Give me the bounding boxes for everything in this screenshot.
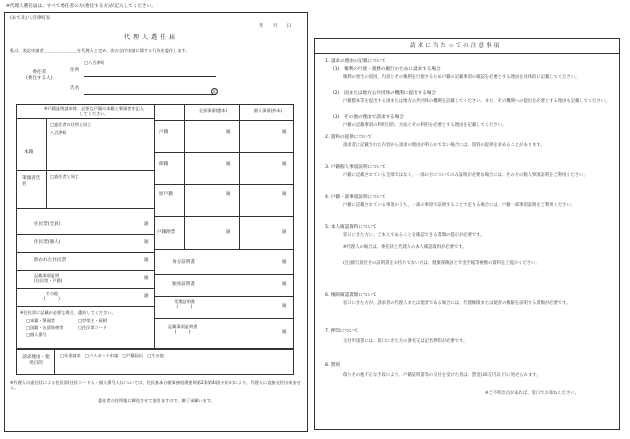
- note-item-label: 4. 戸籍一部事項証明について: [325, 195, 386, 200]
- note-item-label: 8. 罰則: [325, 363, 341, 368]
- honseki-check[interactable]: □委任者の住所と同じ: [50, 122, 92, 127]
- note-item-label: 2. 資料の提供について: [325, 135, 373, 140]
- other-cert-label: 独身証明書: [172, 282, 195, 287]
- note-item-label: 3. 戸籍個人事項証明について: [325, 165, 386, 170]
- doc-row-unit: 通: [226, 130, 231, 135]
- doc-row-unit: 通: [226, 192, 231, 197]
- other-cert-unit: 通: [282, 260, 287, 265]
- honseki-value: 八百津町: [50, 130, 67, 135]
- col-all: 全部事項(謄本): [198, 108, 228, 113]
- juumin-row-label: 除かれた住民票: [34, 258, 67, 263]
- name-label: 氏名: [70, 86, 80, 91]
- table-divider: [154, 104, 155, 349]
- honseki-label: 本籍: [24, 150, 34, 155]
- note-item-body: ※ご不明な点があれば、窓口でお尋ねください。: [485, 391, 579, 396]
- other-cert-label: 記載事項証明書 ( ): [168, 324, 198, 335]
- bottom-note-2: 委任者の住所地に郵送させて頂きますので、御了承願います。: [98, 398, 215, 403]
- bottom-note-1: ※代理人の委任状による住民票(住民コード入・個人番号入)については、住民基本台帳事務処理要領第2条第4項(オ)(カ)により、代理人に直接交付出来ません。: [10, 380, 301, 391]
- delegation-statement: 私は、表記申請者＿＿＿＿＿＿＿＿を代理人と定め、次の交付申請に関する行為を委任します。: [10, 48, 190, 53]
- hittousha-check[interactable]: □委任者と同じ: [50, 174, 80, 179]
- notes-title: 請求に当たっての注意事項: [410, 43, 502, 49]
- note-item-body: (注)顔写真付きの証明書をお持ちでない方は、健康保険証と年金手帳等複数の資料をご提示ください。: [343, 261, 540, 266]
- juumin-row-unit: 通: [144, 258, 149, 263]
- juumin-option[interactable]: □本籍・筆頭者: [26, 318, 56, 323]
- doc-row-label: 原戸籍: [159, 192, 173, 197]
- col-individual: 個人事項(抄本): [253, 108, 283, 113]
- seal-icon: 印: [212, 89, 217, 94]
- doc-row-unit: 通: [282, 130, 287, 135]
- purpose-label: 請求理由・使用目的: [22, 355, 50, 366]
- address-label: 住所: [70, 68, 80, 73]
- delegation-form: [4, 4, 309, 432]
- other-cert-label: 受理証明書 ( ): [174, 299, 195, 310]
- other-cert-unit: 通: [282, 330, 287, 335]
- juumin-row-label: 記載事項証明 (住民票・戸籍): [34, 273, 63, 284]
- juumin-row-label: その他 ( ): [44, 291, 60, 302]
- juumin-option[interactable]: □国籍・在留資格等: [26, 325, 64, 330]
- juumin-row-unit: 通: [144, 276, 149, 281]
- doc-row-unit: 通: [226, 230, 231, 235]
- note-item-label: 1. 請求の理由の記載について: [325, 59, 386, 64]
- juumin-note: ※住民票に記載が必要な場合、選択してください。: [20, 310, 116, 315]
- address-prefix: □八百津町: [84, 60, 105, 65]
- note-item-body: ※代理人の場合は、委任状と代理人の本人確認資料が必要です。: [343, 245, 467, 250]
- date-label: 年 月 日: [259, 24, 292, 29]
- juumin-row-unit: 通: [144, 222, 149, 227]
- juumin-row-unit: 通: [144, 294, 149, 299]
- addressee: (あて先)八百津町長: [10, 16, 51, 21]
- doc-row-unit: 通: [226, 162, 231, 167]
- juumin-option[interactable]: □住民票コード: [78, 325, 108, 330]
- note-item-body: 窓口にきた方が、請求者の代理人または使者である場合には、代理権限または使者の権限を証明する書類が必要です。: [343, 301, 571, 306]
- cert-header: ※戸籍証明請求時、必要な戸籍の本籍と筆頭者を記入してください。: [44, 106, 144, 117]
- note-item-label: 5. 本人確認資料について: [325, 225, 377, 230]
- other-cert-unit: 通: [282, 304, 287, 309]
- note-item-body: 窓口にきた方に、ご本人であることを確認できる書類の提示が必要です。: [343, 233, 485, 238]
- note-sub-body: 権利の発生の原因、内容とその権利を行使するため戸籍の記載事項の確認を必要とする理由を具体的に記載してください。: [343, 75, 580, 80]
- note-item-label: 6. 権限確認書類について: [325, 293, 377, 298]
- juumin-row-label: 住民票(個人): [34, 240, 61, 245]
- doc-row-label: 戸籍附票: [157, 230, 176, 235]
- notes-panel: [314, 38, 620, 430]
- juumin-row-label: 住民票(全員): [34, 222, 61, 227]
- juumin-option[interactable]: □世帯主・続柄: [78, 318, 108, 323]
- doc-row-unit: 通: [282, 192, 287, 197]
- note-sub-label: (2) 国または地方公共団体の機関に提出する場合: [333, 91, 436, 96]
- note-sub-body: 戸籍謄本等を提出する国または地方公共団体の機関を記載してください。また、その機関への提出を必要とする理由も記載してください。: [343, 99, 610, 104]
- doc-row-label: 除籍: [159, 162, 169, 167]
- doc-row-unit: 通: [282, 230, 287, 235]
- other-cert-unit: 通: [282, 282, 287, 287]
- note-sub-label: (3) その他の理由で請求する場合: [333, 115, 404, 120]
- doc-row-unit: 通: [282, 162, 287, 167]
- juumin-row-unit: 通: [144, 240, 149, 245]
- note-item-body: 戸籍に記載されている事項のうち、一部の事項で証明することで足りる場合には、戸籍一部事項証明をご利用ください。: [343, 203, 576, 208]
- note-sub-label: (1) 権利の行使・義務の履行のために請求する場合: [333, 67, 441, 72]
- seal-mark: [211, 88, 218, 95]
- principal-label: 委任者 (委任する人): [26, 70, 53, 81]
- note-sub-body: 戸籍の記載事項の利用目的、方法とその利用を必要とする理由を記載してください。: [343, 123, 507, 128]
- address-line[interactable]: [84, 76, 216, 77]
- name-line[interactable]: [84, 94, 216, 95]
- doc-row-label: 戸籍: [159, 130, 169, 135]
- form-title: 代理人選任届: [124, 34, 179, 41]
- other-cert-label: 身分証明書: [172, 260, 195, 265]
- note-item-body: 偽りその他不正な手段により、戸籍証明書等の交付を受けた者は、罰金(30万円以下)に処せられます。: [343, 373, 541, 378]
- juumin-option[interactable]: □個人番号: [26, 332, 47, 337]
- note-item-body: 請求者に記載された内容から請求の理由が明らかでない場合には、資料の提供を求めることがあります。: [343, 143, 545, 148]
- note-item-label: 7. 押印について: [325, 329, 359, 334]
- note-item-body: 交付申請書には、窓口にきた方の署名又は記名押印が必要です。: [343, 339, 468, 344]
- hittousha-label: 筆頭者氏名: [22, 176, 41, 187]
- note-item-body: 戸籍に記載されている全部ではなく、一部の方についてのみ証明が必要な場合には、その方の個人事項証明をご利用ください。: [343, 173, 588, 178]
- purpose-options[interactable]: □年金請求 □パスポート申請 □戸籍届出 □その他: [60, 353, 164, 358]
- top-note: ※代理人選任届は、すべて委任者の方(委任する方)が記入してください。: [6, 4, 156, 9]
